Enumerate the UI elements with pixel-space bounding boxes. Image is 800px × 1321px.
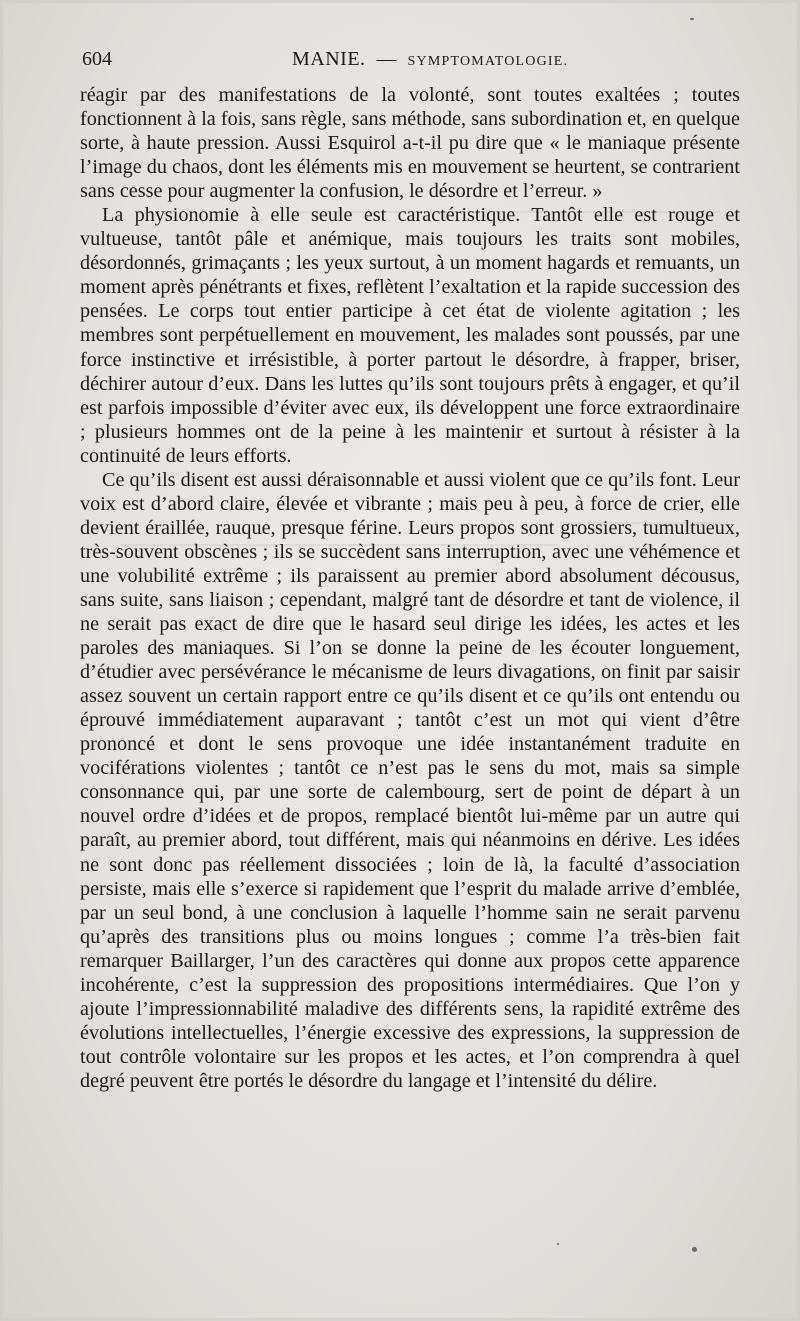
paragraph-physionomie: La physionomie à elle seule est caractéristique. Tantôt elle est rouge et vultueuse, tantôt pâle et anémique, mais toujours les traits sont mobiles, désordonnés, grimaçants ; les yeux surtout, à un moment hagards et remuants, un moment après pénétrants et fixes, reflètent l’exaltation et la rapide succession des pensées. Le corps tout entier participe à cet état de violente agitation ; les membres sont perpétuellement en mouvement, les malades sont poussés, par une force instinctive et irrésistible, à porter partout le désordre, à frapper, briser, déchirer autour d’eux. Dans les luttes qu’ils sont toujours prêts à engager, et qu’il est parfois impossible d’éviter avec eux, ils développent une force extraordinaire ; plusieurs hommes ont de la peine à les maintenir et surtout à résister à la continuité de leurs efforts. [80,204,740,467]
ink-speck [690,18,694,20]
running-title [292,48,568,71]
body-text [80,83,740,1093]
running-header [82,48,742,74]
header-dash: — [376,48,397,70]
page-number: 604 [82,48,112,70]
chapter-title: MANIE. [292,48,366,70]
ink-speck [557,1243,559,1245]
ink-speck [692,1247,697,1252]
paragraph-langage: Ce qu’ils disent est aussi déraisonnable et aussi violent que ce qu’ils font. Leur voix est d’abord claire, élevée et vibrante ; mais peu à peu, à force de crier, elle devient éraillée, rauque, presque férine. Leurs propos sont grossiers, tumultueux, très-souvent obscènes ; ils se succèdent sans interruption, avec une véhémence et une volubilité extrême ; ils paraissent au premier abord absolument décousus, sans suite, sans liaison ; cependant, malgré tant de désordre et tant de violence, il ne serait pas exact de dire que le hasard seul dirige les idées, les actes et les paroles des maniaques. Si l’on se donne la peine de les écouter longuement, d’étudier avec persévérance le mécanisme de leurs divagations, on finit par saisir assez souvent un certain rapport entre ce qu’ils disent et ce qu’ils ont entendu ou éprouvé immédiatement auparavant ; tantôt c’est un mot qui vient d’être prononcé et dont le sens provoque une idée instantanément traduite en vociférations violentes ; tantôt ce n’est pas le sens du mot, mais sa simple consonnance qui, par une sorte de calembourg, sert de point de départ à un nouvel ordre d’idées et de propos, remplacé bientôt lui-même par un autre qui paraît, au premier abord, tout différent, mais qui néanmoins en dérive. Les idées ne sont donc pas réellement dissociées ; loin de là, la faculté d’association persiste, mais elle s’exerce si rapidement que l’esprit du malade arrive d’emblée, par un seul bond, à une conclusion à laquelle l’homme sain ne serait parvenu qu’après des transitions plus ou moins longues ; comme l’a très-bien fait remarquer Baillarger, l’un des caractères qui donne aux propos cette apparence incohérente, c’est la suppression des propositions intermédiaires. Que l’on y ajoute l’impressionnabilité maladive des différents sens, la rapidité extrême des évolutions intellectuelles, l’énergie excessive des expressions, la suppression de tout contrôle volontaire sur les propos et les actes, et l’on comprendra à quel degré peuvent être portés le désordre du langage et l’intensité du délire. [80,468,740,1092]
paragraph-continuation: réagir par des manifestations de la volonté, sont toutes exaltées ; toutes fonctionnent à la fois, sans règle, sans méthode, sans subordination et, en quelque sorte, à haute pression. Aussi Esquirol a-t-il pu dire que « le maniaque présente l’image du chaos, dont les éléments mis en mouvement se heurtent, se contrarient sans cesse pour augmenter la confusion, le désordre et l’erreur. » [80,84,740,203]
section-title: SYMPTOMATOLOGIE. [407,54,569,69]
